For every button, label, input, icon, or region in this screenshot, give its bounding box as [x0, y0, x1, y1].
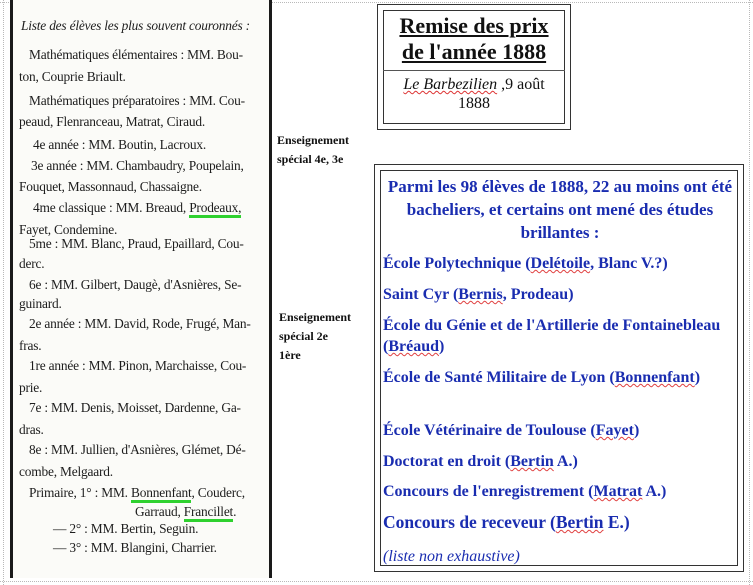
clipping-text: Primaire, 1° : MM. — [29, 485, 131, 500]
entry-suffix: A.) — [553, 453, 578, 470]
clipping-line — [29, 485, 245, 501]
clipping-text: guinard. — [19, 296, 62, 311]
clipping-text: prie. — [19, 380, 43, 395]
clipping-text: 5me : MM. Blanc, Praud, Epaillard, Cou- — [29, 236, 244, 251]
student-name: Fayet — [595, 422, 634, 439]
school-entry — [383, 451, 739, 472]
school-entry — [383, 512, 739, 533]
clipping-text: Mathématiques préparatoires : MM. Cou- — [29, 93, 245, 108]
school-entry — [383, 284, 739, 305]
title-box — [377, 4, 571, 130]
side-note-special-4e-3e — [277, 131, 349, 169]
clipping-line — [21, 18, 250, 34]
side-note-line: spécial 4e, 3e — [277, 152, 344, 166]
page-guide-right — [749, 0, 750, 585]
side-note-line: 1ère — [279, 348, 301, 362]
clipping-line — [29, 47, 243, 63]
clipping-text: 6e : MM. Gilbert, Daugè, d'Asnières, Se- — [29, 277, 242, 292]
clipping-text: Mathématiques élémentaires : MM. Bou- — [29, 47, 243, 62]
page-guide-left — [3, 0, 4, 585]
clipping-line — [19, 256, 44, 272]
clipping-text: fras. — [19, 338, 42, 353]
side-note-special-2e-1ere — [279, 308, 351, 365]
clipping-text: peaud, Flenranceau, Matrat, Ciraud. — [19, 114, 205, 129]
clipping-text-after: , Couderc, — [191, 485, 245, 500]
clipping-text: Garraud, — [135, 504, 184, 519]
student-name: Bertin — [510, 453, 554, 470]
clipping-text: dras. — [19, 422, 44, 437]
clipping-text: ton, Couprie Briault. — [19, 69, 126, 84]
clipping-line — [53, 540, 217, 556]
info-box — [374, 164, 744, 572]
highlighted-name: Prodeaux, — [189, 200, 241, 218]
clipping-text: 2e année : MM. David, Rode, Frugé, Man- — [29, 316, 251, 331]
highlighted-name: Bonnenfant — [131, 485, 191, 503]
clipping-line — [33, 137, 206, 153]
clipping-text: 3e année : MM. Chambaudry, Poupelain, — [31, 158, 244, 173]
entry-suffix: , Prodeau) — [502, 286, 574, 303]
title-line-2: de l'année 1888 — [401, 39, 547, 64]
school-name: Concours de receveur ( — [383, 512, 556, 532]
title-divider — [383, 70, 565, 71]
clipping-text: Fayet, Condemine. — [19, 222, 118, 237]
clipping-text: combe, Melgaard. — [19, 464, 113, 479]
school-entry — [383, 367, 739, 388]
clipping-text: 7e : MM. Denis, Moisset, Dardenne, Ga- — [29, 400, 241, 415]
entry-suffix: A.) — [642, 483, 667, 500]
student-name: Bonnenfant — [614, 369, 695, 386]
clipping-line — [19, 422, 44, 438]
school-name: École Polytechnique ( — [383, 255, 531, 272]
clipping-line — [29, 442, 246, 458]
clipping-line — [29, 316, 251, 332]
title-line-1: Remise des prix — [399, 13, 549, 38]
clipping-line — [31, 158, 244, 174]
clipping-line — [29, 93, 245, 109]
school-name: École du Génie et de l'Artillerie de Fontainebleau ( — [383, 317, 721, 355]
clipping-text: derc. — [19, 256, 45, 271]
clipping-line — [19, 179, 202, 195]
clipping-text: 4e année : MM. Boutin, Lacroux. — [33, 137, 207, 152]
clipping-line — [135, 504, 236, 520]
clipping-line — [29, 358, 246, 374]
school-entry — [383, 315, 739, 357]
publication-name: Le Barbezilien — [403, 76, 498, 93]
clipping-line — [19, 69, 126, 85]
clipping-text: 8e : MM. Jullien, d'Asnières, Glémet, Dé- — [29, 442, 246, 457]
clipping-text: 4me classique : MM. Breaud, — [33, 200, 190, 215]
school-entry — [383, 481, 739, 502]
school-name: École de Santé Militaire de Lyon ( — [383, 369, 615, 386]
publication-date: ,9 août — [497, 76, 545, 93]
student-name: Bréaud — [388, 338, 439, 355]
clipping-line — [19, 380, 42, 396]
student-name: Bertin — [555, 512, 604, 532]
clipping-line — [19, 296, 62, 312]
side-note-line: Enseignement — [277, 133, 349, 147]
clipping-line — [19, 464, 113, 480]
clipping-line — [53, 521, 198, 537]
school-name: Concours de l'enregistrement ( — [383, 483, 594, 500]
entry-suffix: ) — [694, 369, 701, 386]
highlighted-name: Francillet — [184, 504, 233, 522]
clipping-text: — 2° : MM. Bertin, Seguin. — [53, 521, 199, 536]
student-name: Delétoile — [530, 255, 591, 272]
page-guide-bottom — [0, 581, 753, 582]
student-name: Matrat — [593, 483, 643, 500]
clipping-line — [19, 338, 41, 354]
clipping-line — [33, 200, 241, 216]
clipping-text: — 3° : MM. Blangini, Charrier. — [53, 540, 217, 555]
source-citation — [378, 75, 570, 113]
info-intro: Parmi les 98 élèves de 1888, 22 au moins ont été bacheliers, et certains ont mené des études brillantes : — [387, 177, 733, 242]
clipping-line — [29, 400, 241, 416]
clipping-line — [29, 236, 244, 252]
clipping-line — [29, 277, 241, 293]
clipping-text: Liste des élèves les plus souvent couronnés : — [21, 18, 250, 33]
clipping-text: Fouquet, Massonnaud, Chassaigne. — [19, 179, 202, 194]
info-footnote: (liste non exhaustive) — [383, 548, 520, 565]
clipping-text-after: . — [233, 504, 237, 519]
side-note-line: Enseignement — [279, 310, 351, 324]
school-entry — [383, 253, 739, 274]
entry-suffix: , Blanc V.?) — [590, 255, 668, 272]
school-name: Saint Cyr ( — [383, 286, 459, 303]
student-name: Bernis — [458, 286, 503, 303]
entry-suffix: ) — [633, 422, 640, 439]
side-note-line: spécial 2e — [279, 329, 328, 343]
school-name: Doctorat en droit ( — [383, 453, 511, 470]
school-entry — [383, 420, 739, 441]
clipping-text: 1re année : MM. Pinon, Marchaisse, Cou- — [29, 358, 247, 373]
school-name: École Vétérinaire de Toulouse ( — [383, 422, 596, 439]
newspaper-clipping — [10, 0, 272, 578]
entry-suffix: ) — [439, 338, 445, 355]
publication-year: 1888 — [458, 95, 490, 112]
clipping-line — [19, 114, 205, 130]
entry-suffix: E.) — [603, 512, 630, 532]
